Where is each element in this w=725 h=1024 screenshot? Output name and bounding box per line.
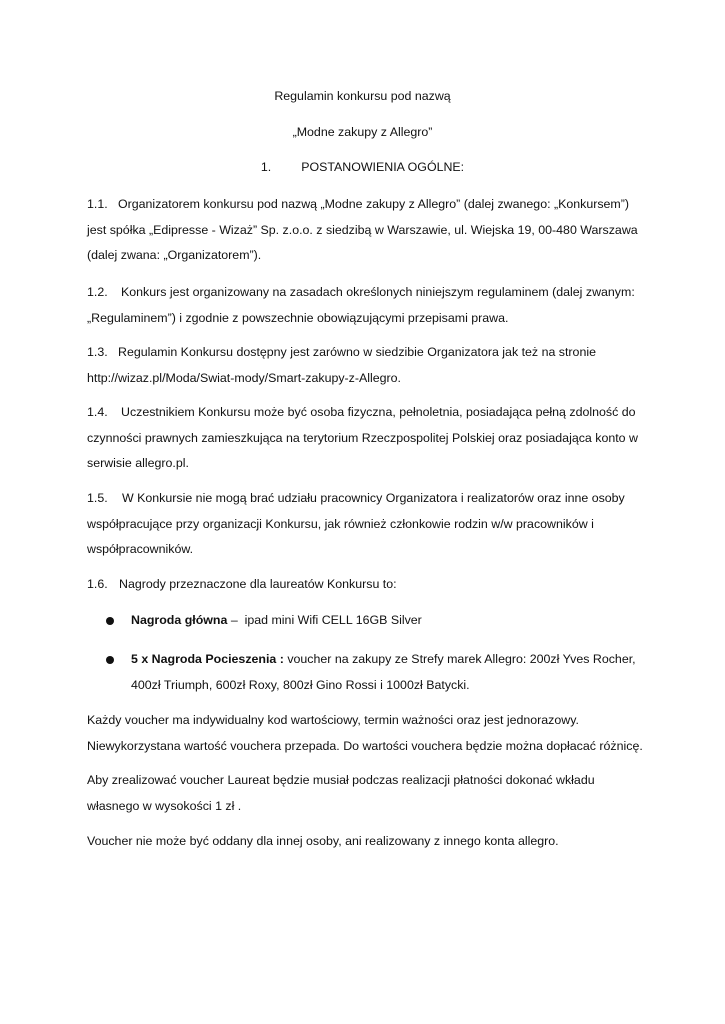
prize-item-consolation <box>131 647 651 698</box>
prize-separator: – <box>227 613 245 627</box>
paragraph-line: Niewykorzystana wartość vouchera przepada. Do wartości vouchera będzie można dopłacać różnicę. <box>87 738 643 753</box>
paragraph-1-2 <box>87 280 647 331</box>
paragraph-line: „Regulaminem”) i zgodnie z powszechnie obowiązującymi przepisami prawa. <box>87 310 509 325</box>
paragraph-number: 1.5. <box>87 491 108 505</box>
prize-label: Nagroda główna <box>131 613 228 627</box>
closing-paragraph-3 <box>87 829 647 855</box>
paragraph-number: 1.6. <box>87 577 108 591</box>
document-subtitle: „Modne zakupy z Allegro” <box>292 125 433 139</box>
paragraph-line: jest spółka „Edipresse - Wizaż” Sp. z.o.o. z siedzibą w Warszawie, ul. Wiejska 19, 00-480 Warszawa <box>87 222 638 237</box>
paragraph-line: http://wizaz.pl/Moda/Swiat-mody/Smart-zakupy-z-Allegro. <box>87 370 402 385</box>
paragraph-number: 1.3. <box>87 345 108 359</box>
paragraph-number: 1.4. <box>87 405 108 419</box>
prize-label: 5 x Nagroda Pocieszenia : <box>131 652 284 666</box>
paragraph-line: Regulamin Konkursu dostępny jest zarówno w siedzibie Organizatora jak też na stronie <box>118 345 596 359</box>
bullet-icon <box>106 617 114 625</box>
paragraph-1-6 <box>87 572 647 598</box>
paragraph-1-4 <box>87 400 647 477</box>
prize-line: ipad mini Wifi CELL 16GB Silver <box>244 613 422 627</box>
prize-item-main <box>131 608 651 634</box>
bullet-icon <box>106 656 114 664</box>
paragraph-line: własnego w wysokości 1 zł . <box>87 798 242 813</box>
paragraph-line: Konkurs jest organizowany na zasadach określonych niniejszym regulaminem (dalej zwanym: <box>121 285 635 299</box>
closing-paragraph-2 <box>87 768 647 819</box>
paragraph-number: 1.1. <box>87 197 108 211</box>
paragraph-line: W Konkursie nie mogą brać udziału pracownicy Organizatora i realizatorów oraz inne osoby <box>122 491 625 505</box>
paragraph-line: Każdy voucher ma indywidualny kod wartościowy, termin ważności oraz jest jednorazowy. <box>87 713 579 727</box>
paragraph-line: Voucher nie może być oddany dla innej osoby, ani realizowany z innego konta allegro. <box>87 834 559 848</box>
paragraph-line: (dalej zwana: „Organizatorem”). <box>87 248 262 262</box>
paragraph-line: współpracujące przy organizacji Konkursu, jak również członkowie rodzin w/w pracowników i <box>87 516 594 531</box>
paragraph-1-5 <box>87 486 647 563</box>
section-title: POSTANOWIENIA OGÓLNE: <box>301 160 465 174</box>
paragraph-line: Aby zrealizować voucher Laureat będzie musiał podczas realizacji płatności dokonać wkładu <box>87 773 595 787</box>
paragraph-line: Uczestnikiem Konkursu może być osoba fizyczna, pełnoletnia, posiadająca pełną zdolność do <box>121 405 636 419</box>
paragraph-1-1 <box>87 192 647 269</box>
prize-line: 400zł Triumph, 600zł Roxy, 800zł Gino Rossi i 1000zł Batycki. <box>131 677 470 692</box>
paragraph-number: 1.2. <box>87 285 108 299</box>
paragraph-1-3 <box>87 340 647 391</box>
prize-line: voucher na zakupy ze Strefy marek Allegro: 200zł Yves Rocher, <box>287 652 636 666</box>
paragraph-line: Nagrody przeznaczone dla laureatów Konkursu to: <box>119 577 397 591</box>
closing-paragraph-1 <box>87 708 647 759</box>
section-heading <box>0 155 725 181</box>
paragraph-line: Organizatorem konkursu pod nazwą „Modne zakupy z Allegro” (dalej zwanego: „Konkursem”) <box>118 197 630 211</box>
paragraph-line: czynności prawnych zamieszkująca na terytorium Rzeczpospolitej Polskiej oraz posiadająca konto w <box>87 430 638 445</box>
section-number: 1. <box>260 160 272 174</box>
paragraph-line: współpracowników. <box>87 542 194 556</box>
document-title: Regulamin konkursu pod nazwą <box>274 89 451 103</box>
paragraph-line: serwisie allegro.pl. <box>87 456 189 470</box>
